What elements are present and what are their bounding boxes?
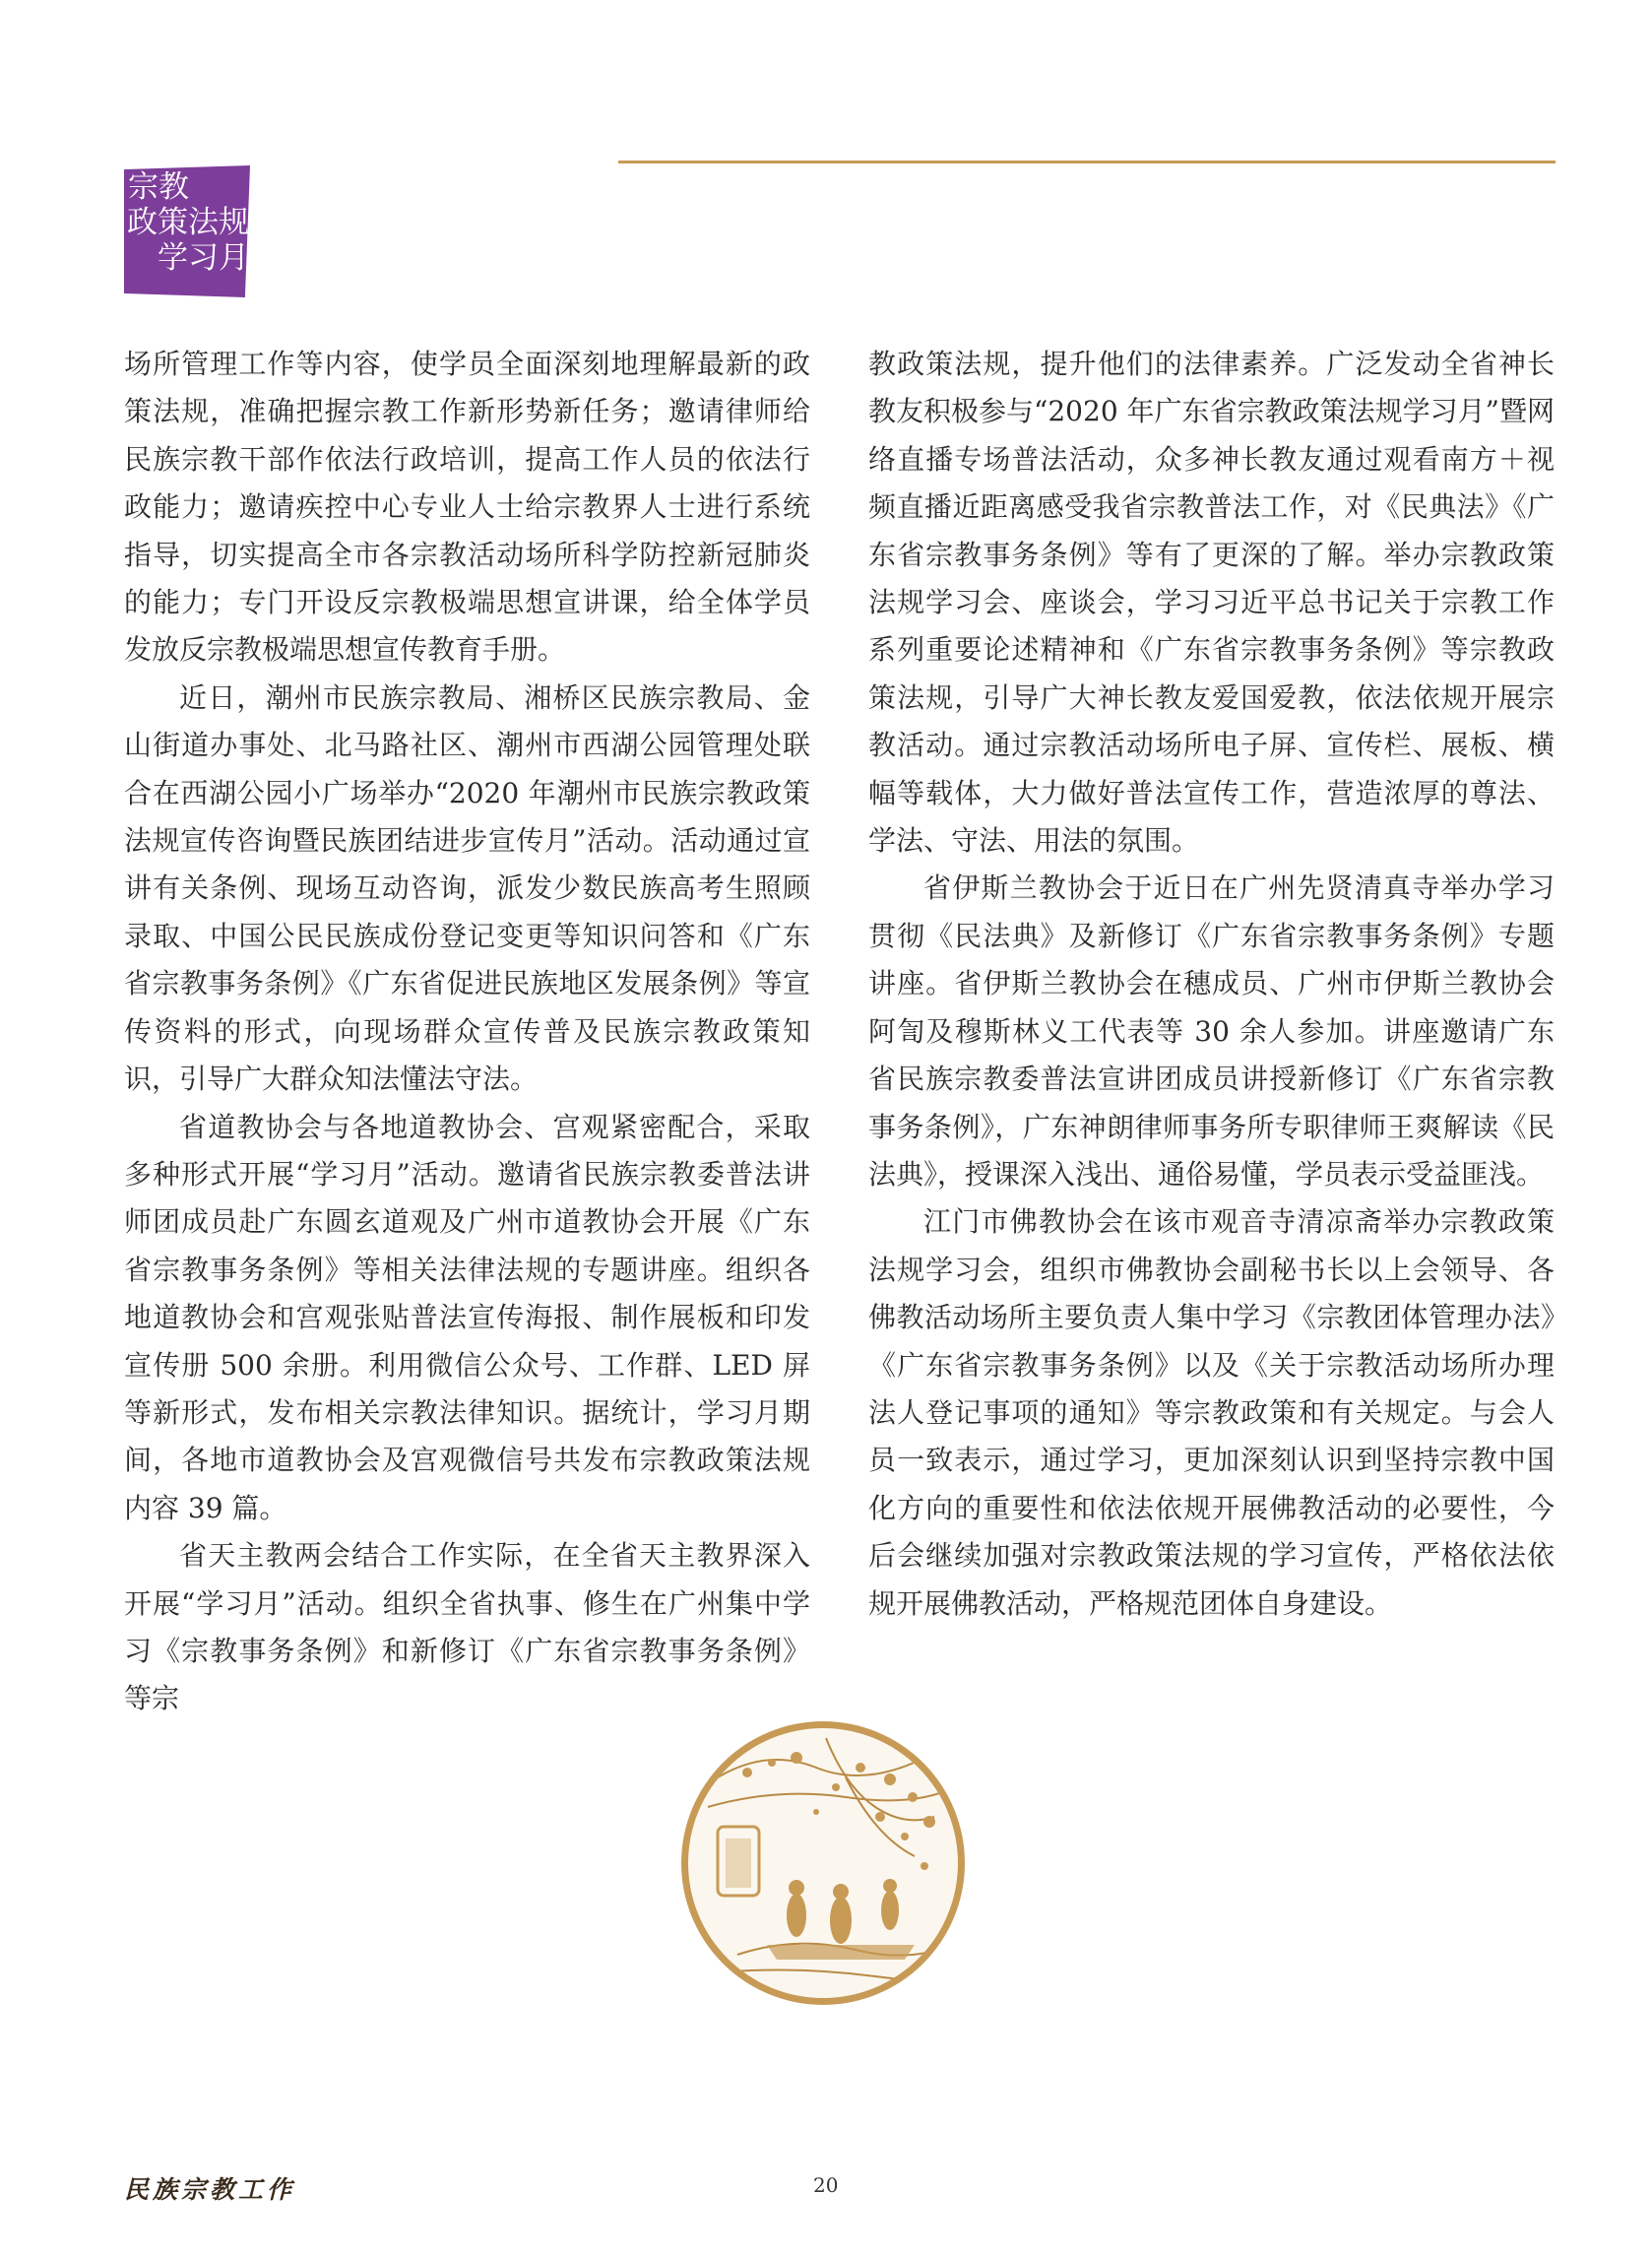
decorative-seal-illustration — [678, 1718, 968, 2008]
right-text-column — [868, 341, 1555, 1628]
seal-figure — [881, 1891, 899, 1930]
paragraph: 省伊斯兰教协会于近日在广州先贤清真寺举办学习贯彻《民法典》及新修订《广东省宗教事务条例》专题讲座。省伊斯兰教协会在穗成员、广州市伊斯兰教协会阿訇及穆斯林义工代表等 30 余人参加。讲座邀请广东省民族宗教委普法宣讲团成员讲授新修订《广东省宗教事务条例》，广东神朗律师事务所专职律师王爽解读《民法典》，授课深入浅出、通俗易懂，学员表示受益匪浅。 — [868, 871, 1555, 1191]
seal-figure — [787, 1894, 806, 1937]
paragraph: 江门市佛教协会在该市观音寺清凉斋举办宗教政策法规学习会，组织市佛教协会副秘书长以上会领导、各佛教活动场所主要负责人集中学习《宗教团体管理办法》《广东省宗教事务条例》以及《关于宗教活动场所办理法人登记事项的通知》等宗教政策和有关规定。与会人员一致表示，通过学习，更加深刻认识到坚持宗教中国化方向的重要性和依法依规开展佛教活动的必要性，今后会继续加强对宗教政策法规的学习宣传，严格依法依规开展佛教活动，严格规范团体自身建设。 — [868, 1205, 1555, 1620]
section-badge-line-2: 政策法规 — [127, 205, 249, 240]
paragraph: 场所管理工作等内容，使学员全面深刻地理解最新的政策法规，准确把握宗教工作新形势新任务；邀请律师给民族宗教干部作依法行政培训，提高工作人员的依法行政能力；邀请疾控中心专业人士给宗教界人士进行系统指导，切实提高全市各宗教活动场所科学防控新冠肺炎的能力；专门开设反宗教极端思想宣讲课，给全体学员发放反宗教极端思想宣传教育手册。 — [124, 348, 810, 667]
paragraph: 省天主教两会结合工作实际，在全省天主教界深入开展“学习月”活动。组织全省执事、修生在广州集中学习《宗教事务条例》和新修订《广东省宗教事务条例》等宗 — [124, 1539, 810, 1715]
paragraph: 省道教协会与各地道教协会、宫观紧密配合，采取多种形式开展“学习月”活动。邀请省民族宗教委普法讲师团成员赴广东圆玄道观及广州市道教协会开展《广东省宗教事务条例》等相关法律法规的专题讲座。组织各地道教协会和宫观张贴普法宣传海报、制作展板和印发宣传册 500 余册。利用微信公众号、工作群、LED 屏等新形式，发布相关宗教法律知识。据统计，学习月期间，各地市道教协会及宫观微信号共发布宗教政策法规内容 39 篇。 — [124, 1110, 810, 1524]
paragraph: 教政策法规，提升他们的法律素养。广泛发动全省神长教友积极参与“2020 年广东省宗教政策法规学习月”暨网络直播专场普法活动，众多神长教友通过观看南方＋视频直播近距离感受我省宗教普法工作，对《民典法》《广东省宗教事务条例》等有了更深的了解。举办宗教政策法规学习会、座谈会，学习习近平总书记关于宗教工作系列重要论述精神和《广东省宗教事务条例》等宗教政策法规，引导广大神长教友爱国爱教，依法依规开展宗教活动。通过宗教活动场所电子屏、宣传栏、展板、横幅等载体，大力做好普法宣传工作，营造浓厚的尊法、学法、守法、用法的氛围。 — [868, 348, 1555, 858]
page-number: 20 — [813, 2173, 839, 2197]
seal-figure — [830, 1897, 852, 1944]
section-badge-line-1: 宗教 — [128, 169, 189, 205]
section-badge-line-3: 学习月 — [158, 240, 249, 276]
magazine-title: 民族宗教工作 — [124, 2175, 296, 2204]
paragraph: 近日，潮州市民族宗教局、湘桥区民族宗教局、金山街道办事处、北马路社区、潮州市西湖公园管理处联合在西湖公园小广场举办“2020 年潮州市民族宗教政策法规宣传咨询暨民族团结进步宣传月”活动。活动通过宣讲有关条例、现场互动咨询，派发少数民族高考生照顾录取、中国公民民族成份登记变更等知识问答和《广东省宗教事务条例》《广东省促进民族地区发展条例》等宣传资料的形式，向现场群众宣传普及民族宗教政策知识，引导广大群众知法懂法守法。 — [124, 680, 810, 1096]
top-divider-rule — [618, 161, 1556, 163]
left-text-column — [124, 341, 810, 1723]
